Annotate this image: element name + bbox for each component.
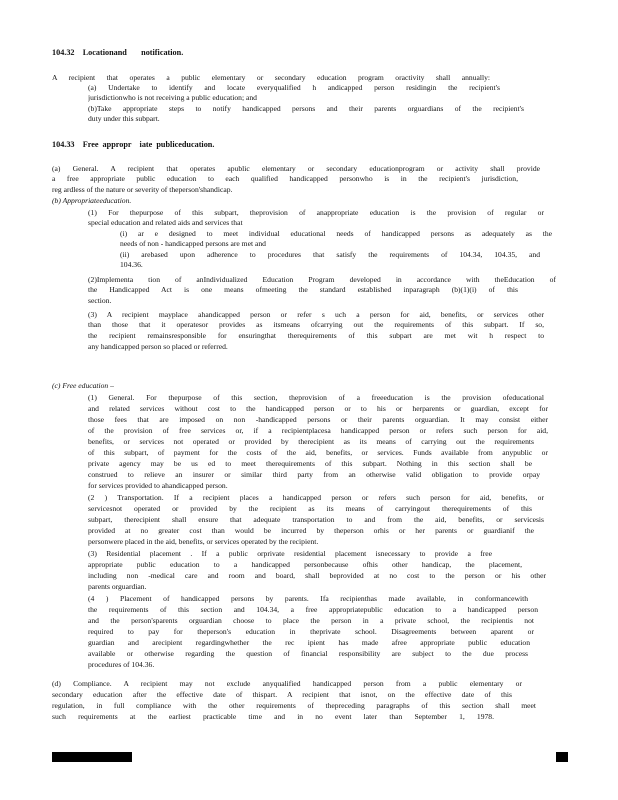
text-line: of the provision of free services or, if a recipientplacesa handicapped person or refers such person for aid, <box>88 426 548 435</box>
text-line: for services provided to ahandicapped person. <box>88 481 228 490</box>
text-line: such requirements at the earliest practicable time and in no event later than September 1, 1978. <box>52 712 494 721</box>
text-line: 104.36. <box>120 260 143 269</box>
text-line: construed to relieve an insurer or similar third party from an otherwise valid obligation to provide orpay <box>88 470 540 479</box>
text-line: (ii) arebased upon adherence to procedures that satisfy the requirements of 104.34, 104.35, and <box>120 250 540 259</box>
text-line: jurisdictionwho is not receiving a public education; and <box>88 93 257 102</box>
text-line: than those that it operatesor provides as itsmeans ofcarrying out the requirements of this subpart. If so, <box>88 320 544 329</box>
text-line: guardian and arecipient regardingwhether the rec ipient has made afree appropriate public education <box>88 638 530 647</box>
text-line: the Handicapped Act is one means ofmeeting the standard established inparagraph (b)(1)(i) of this <box>88 285 518 294</box>
text-line: including non -medical care and room and board, shall beprovided at no cost to the person or his other <box>88 571 546 580</box>
text-line: (d) Compliance. A recipient may not exclude anyqualified handicapped person from a public elementary or <box>52 679 522 688</box>
text-line: (3) Residential placement . If a public orprivate residential placement isnecessary to provide a free <box>88 549 492 558</box>
text-line: of this subpart, of payment for the costs of the aid, benefits, or services. Funds available from anypublic or <box>88 448 548 457</box>
text-line: (2 ) Transportation. If a recipient places a handicapped person or refers such person for aid, benefits, or <box>88 493 544 502</box>
text-line: any handicapped person so placed or referred. <box>88 342 228 351</box>
text-line: regulation, in full compliance with the other requirements of thepreceding paragraphs of this section shall meet <box>52 701 536 710</box>
text-line: procedures of 104.36. <box>88 660 155 669</box>
text-line: and related services without cost to the handicapped person or to his or herparents or guardian, except for <box>88 404 548 413</box>
text-line: benefits, or services not operated or provided by therecipient as its means of carrying out the requirements <box>88 437 534 446</box>
text-line: duty under this subpart. <box>88 114 160 123</box>
text-line: required to pay for theperson's education in theprivate school. Disagreements between aparent or <box>88 627 534 636</box>
text-line: secondary education after the effective date of thispart. A recipient that isnot, on the effective date of this <box>52 690 512 699</box>
text-line: the recipient remainsresponsible for ensuringthat therequirements of this subpart are met wit h respect to <box>88 331 544 340</box>
text-line: (4 ) Placement of handicapped persons by parents. Ifa recipienthas made available, in conformancewith <box>88 594 528 603</box>
text-line: those fees that are imposed on non -handicapped persons or their parents orguardian. It may consist either <box>88 415 548 424</box>
section-104-33-heading: 104.33 Free appropr iate publiceducation. <box>52 140 215 149</box>
text-line: and the person'sparents orguardian choose to place the person in a private school, the recipientis not <box>88 616 534 625</box>
text-line: section. <box>88 296 112 305</box>
text-line: private agency may be us ed to meet therequirements of this subpart. Nothing in this section shall be <box>88 459 532 468</box>
footer-bar-right <box>556 752 568 762</box>
text-line: special education and related aids and services that <box>88 218 243 227</box>
text-line: available or otherwise regarding the question of financial responsibility are subject to the due process <box>88 649 528 658</box>
text-line: (a) Undertake to identify and locate everyqualified h andicapped person residingin the recipient's <box>88 83 500 92</box>
text-line: a free appropriate public education to each qualified handicapped personwho is in the recipient's jurisdiction, <box>52 174 518 183</box>
text-line: subpart, therecipient shall ensure that adequate transportation to and from the aid, benefits, or servicesis <box>88 515 544 524</box>
text-line: needs of non - handicapped persons are met and <box>120 239 266 248</box>
text-line: (1) General. For thepurpose of this section, theprovision of a freeeducation is the provision ofeducational <box>88 393 544 402</box>
text-line: the requirements of this section and 104.34, a free appropriatepublic education to a handicapped person <box>88 605 538 614</box>
text-line: personwere placed in the aid, benefits, or services operated by the recipient. <box>88 537 319 546</box>
para-c-title: (c) Free education – <box>52 381 114 390</box>
text-line: appropriate public education to a handicapped personbecause ofhis other handicap, the placement, <box>88 560 522 569</box>
text-line: A recipient that operates a public elementary or secondary education program oractivity shall annually: <box>52 73 490 82</box>
text-line: (2)Implementa tion of anIndividualized Education Program developed in accordance with theEducation of <box>88 275 556 284</box>
text-line: (a) General. A recipient that operates apublic elementary or secondary educationprogram or activity shall provide <box>52 164 540 173</box>
footer-bar-left <box>52 752 132 762</box>
text-line: provided at no greater cost than would be incurred by theperson orhis or her parents or guardianif the <box>88 526 534 535</box>
text-line: (b)Take appropriate steps to notify handicapped persons and their parents orguardians of the recipient's <box>88 104 524 113</box>
section-104-32-heading: 104.32 Locationand notification. <box>52 48 184 57</box>
para-b-title: (b) Appropriateeducation. <box>52 196 132 205</box>
text-line: reg ardless of the nature or severity of theperson'shandicap. <box>52 185 233 194</box>
text-line: (i) ar e designed to meet individual educational needs of handicapped persons as adequately as the <box>120 229 552 238</box>
text-line: parents orguardian. <box>88 582 147 591</box>
text-line: (1) For thepurpose of this subpart, theprovision of anappropriate education is the provision of regular or <box>88 208 544 217</box>
text-line: (3) A recipient mayplace ahandicapped person or refer s uch a person for aid, benefits, or services other <box>88 310 544 319</box>
text-line: servicesnot operated or provided by the recipient as its means of carryingout therequirements of this <box>88 504 532 513</box>
